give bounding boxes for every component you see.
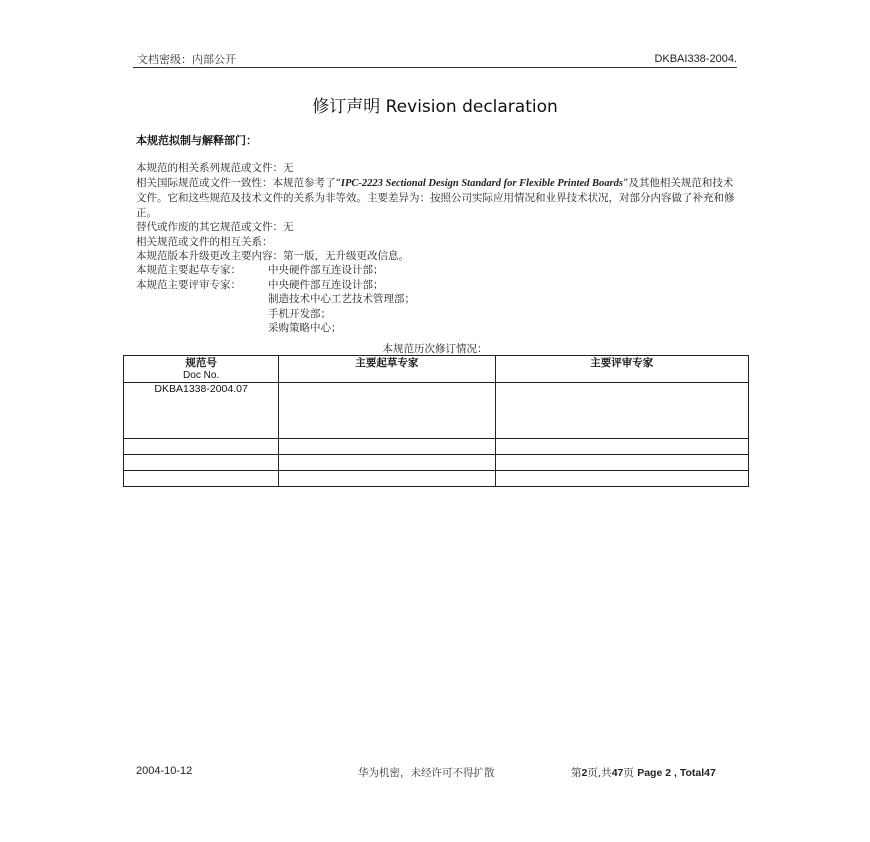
revision-history-table	[123, 355, 749, 487]
dept-heading: 本规范拟制与解释部门：	[136, 134, 257, 147]
draft-experts-row	[136, 263, 415, 278]
draft-experts-label: 本规范主要起草专家：	[136, 264, 241, 276]
declaration-body	[136, 161, 740, 264]
empty-cell	[124, 439, 279, 455]
empty-cell	[495, 471, 748, 487]
review-expert-item: 中央硬件部互连设计部；	[268, 278, 384, 291]
revision-table-caption: 本规范历次修订情况：	[382, 343, 488, 355]
empty-cell	[124, 455, 279, 471]
empty-cell	[279, 471, 495, 487]
review-expert-item: 手机开发部；	[268, 307, 331, 320]
ipc-reference: IPC-2223 Sectional Design Standard for Flexible Printed Boards	[340, 177, 623, 189]
replaced-specs-line: 替代或作废的其它规范或文件：无	[136, 221, 294, 233]
review-expert-header-label: 主要评审专家	[590, 357, 654, 369]
page-english: Page 2 , Total47	[637, 767, 716, 779]
doc-id: DKBAI338-2004.	[654, 53, 737, 65]
version-change-line: 本规范版本升级更改主要内容：第一版，无升级更改信息。	[136, 250, 409, 262]
consistency-suffix: ”及其他相关规范和技术文件。它和这些规范及技术文件的关系为非等效。主要差异为：按照公司实际应用情况和业界技术状况，对部分内容做了补充和修正。	[136, 176, 735, 219]
empty-cell	[495, 439, 748, 455]
empty-cell	[279, 439, 495, 455]
doc-no-cell: DKBA1338-2004.07	[124, 383, 279, 439]
footer-page-info	[571, 765, 716, 780]
review-experts-row	[136, 278, 415, 293]
review-expert-cell	[495, 383, 748, 439]
table-row	[124, 471, 749, 487]
empty-cell	[124, 471, 279, 487]
consistency-paragraph	[136, 176, 740, 221]
footer-date: 2004-10-12	[136, 765, 193, 777]
review-expert-header	[495, 356, 748, 383]
empty-cell	[279, 455, 495, 471]
draft-expert-header-label: 主要起草专家	[355, 357, 419, 369]
page-cn-c: 页	[623, 767, 634, 779]
page-cn-a: 第	[571, 767, 582, 779]
draft-expert-header	[279, 356, 495, 383]
doc-no-header-cn: 规范号	[185, 357, 217, 369]
table-row	[124, 439, 749, 455]
page-title: 修订声明 Revision declaration	[312, 97, 558, 117]
footer-confidential-notice: 华为机密，未经许可不得扩散	[358, 767, 495, 779]
page-total: 47	[611, 767, 624, 779]
review-expert-item: 制造技术中心工艺技术管理部；	[268, 293, 415, 305]
related-specs-line: 本规范的相关系列规范或文件：无	[136, 162, 294, 174]
header-divider	[133, 67, 737, 68]
relation-line: 相关规范或文件的相互关系：	[136, 235, 273, 248]
doc-no-header	[124, 356, 279, 383]
draft-experts-value: 中央硬件部互连设计部；	[268, 264, 384, 276]
consistency-prefix: 相关国际规范或文件一致性：本规范参考了“	[136, 176, 341, 189]
page-number: 2	[581, 767, 588, 779]
experts-block	[136, 263, 415, 336]
table-row	[124, 455, 749, 471]
page-cn-b: 页,共	[587, 767, 612, 779]
review-experts-label: 本规范主要评审专家：	[136, 278, 241, 291]
draft-expert-cell	[279, 383, 495, 439]
table-row	[124, 383, 749, 439]
doc-classification: 文档密级：内部公开	[137, 53, 236, 66]
doc-no-header-en: Doc No.	[183, 370, 220, 381]
table-header-row	[124, 356, 749, 383]
empty-cell	[495, 455, 748, 471]
review-expert-item: 采购策略中心；	[268, 322, 342, 334]
